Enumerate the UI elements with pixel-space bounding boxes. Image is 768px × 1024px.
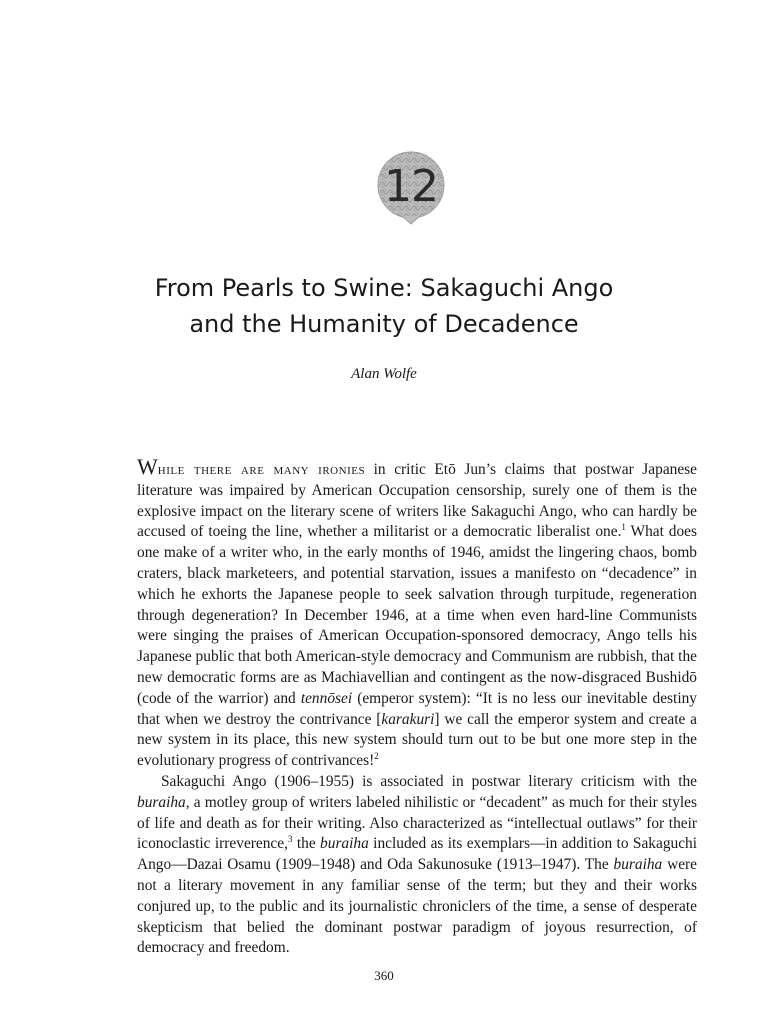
paragraph-2-text-d: included as its exemplars—in addition to Sakaguchi Ango—Dazai Osamu (1909–1948) and Oda Sakunosuke (1913–1947). The bbox=[137, 835, 698, 874]
paragraph-1-text-d: ] we call the emperor system and create a new system in its place, this new system should turn out to be but one more step in the evolutionary progress of contrivances! bbox=[137, 710, 697, 770]
footnote-ref-2[interactable]: 2 bbox=[374, 751, 379, 762]
footnote-ref-3[interactable]: 3 bbox=[287, 834, 293, 845]
paragraph-2-text-a: Sakaguchi Ango (1906–1955) is associated in postwar literary criticism with the bbox=[161, 772, 697, 790]
lead-small-caps: hile there are many ironies bbox=[157, 461, 366, 478]
chapter-number-badge bbox=[372, 148, 450, 226]
author-name: Alan Wolfe bbox=[351, 366, 417, 382]
paragraph-2-text-b: , a motley group of writers labeled nihilistic or “decadent” as much for their styles of life and death as for their writing. Also characterized as “intellectual outlaws” for their iconoclastic irreverence, bbox=[137, 793, 697, 853]
paragraph-1-text-a: in critic Etō Jun’s claims that postwar Japanese literature was impaired by American Occupation censorship, surely one of them is the explosive impact on the literary scene of writers like Sakaguchi Ango, who can hardly be accused of toeing the line, whether a militarist or a democratic liberalist one. bbox=[137, 461, 698, 541]
term-karakuri: karakuri bbox=[381, 710, 435, 728]
chapter-title bbox=[120, 270, 648, 342]
body-text bbox=[137, 454, 698, 959]
term-buraiha: buraiha bbox=[613, 856, 663, 874]
paragraph-2-text-c: the bbox=[292, 835, 321, 853]
chapter-title-line-2: and the Humanity of Decadence bbox=[189, 310, 579, 338]
term-buraiha: buraiha bbox=[137, 793, 186, 811]
term-tennosei: tennōsei bbox=[300, 689, 353, 707]
paragraph-1-text-b: What does one make of a writer who, in the early months of 1946, amidst the lingering chaos, bomb craters, black marketeers, and potential starvation, issues a manifesto on “decadence” in which he exhorts the Japanese people to seek salvation through turpitude, regeneration through degeneration? In December 1946, at a time when even hard-line Communists were singing the praises of American Occupation-sponsored democracy, Ango tells his Japanese public that both American-style democracy and Communism are rubbish, that the new democratic forms are as Machiavellian and contingent as the now-disgraced Bushidō (code of the warrior) and bbox=[137, 523, 697, 707]
paragraph-1 bbox=[137, 454, 698, 772]
lead-capital: W bbox=[137, 454, 158, 479]
chapter-number: 12 bbox=[384, 161, 438, 212]
term-buraiha: buraiha bbox=[320, 835, 369, 853]
paragraph-1-text-c: (emperor system): “It is no less our inevitable destiny that when we destroy the contrivance [ bbox=[137, 689, 697, 728]
paragraph-2-text-e: were not a literary movement in any familiar sense of the term; but they and their works conjured up, to the public and its journalistic chroniclers of the time, a sense of desperate skepticism that belied the dominant postwar paradigm of joyous resurrection, of democracy and freedom. bbox=[137, 856, 698, 957]
chapter-title-line-1: From Pearls to Swine: Sakaguchi Ango bbox=[154, 274, 614, 302]
page-number: 360 bbox=[374, 968, 394, 983]
footnote-ref-1[interactable]: 1 bbox=[621, 522, 626, 533]
paragraph-2 bbox=[137, 772, 697, 959]
